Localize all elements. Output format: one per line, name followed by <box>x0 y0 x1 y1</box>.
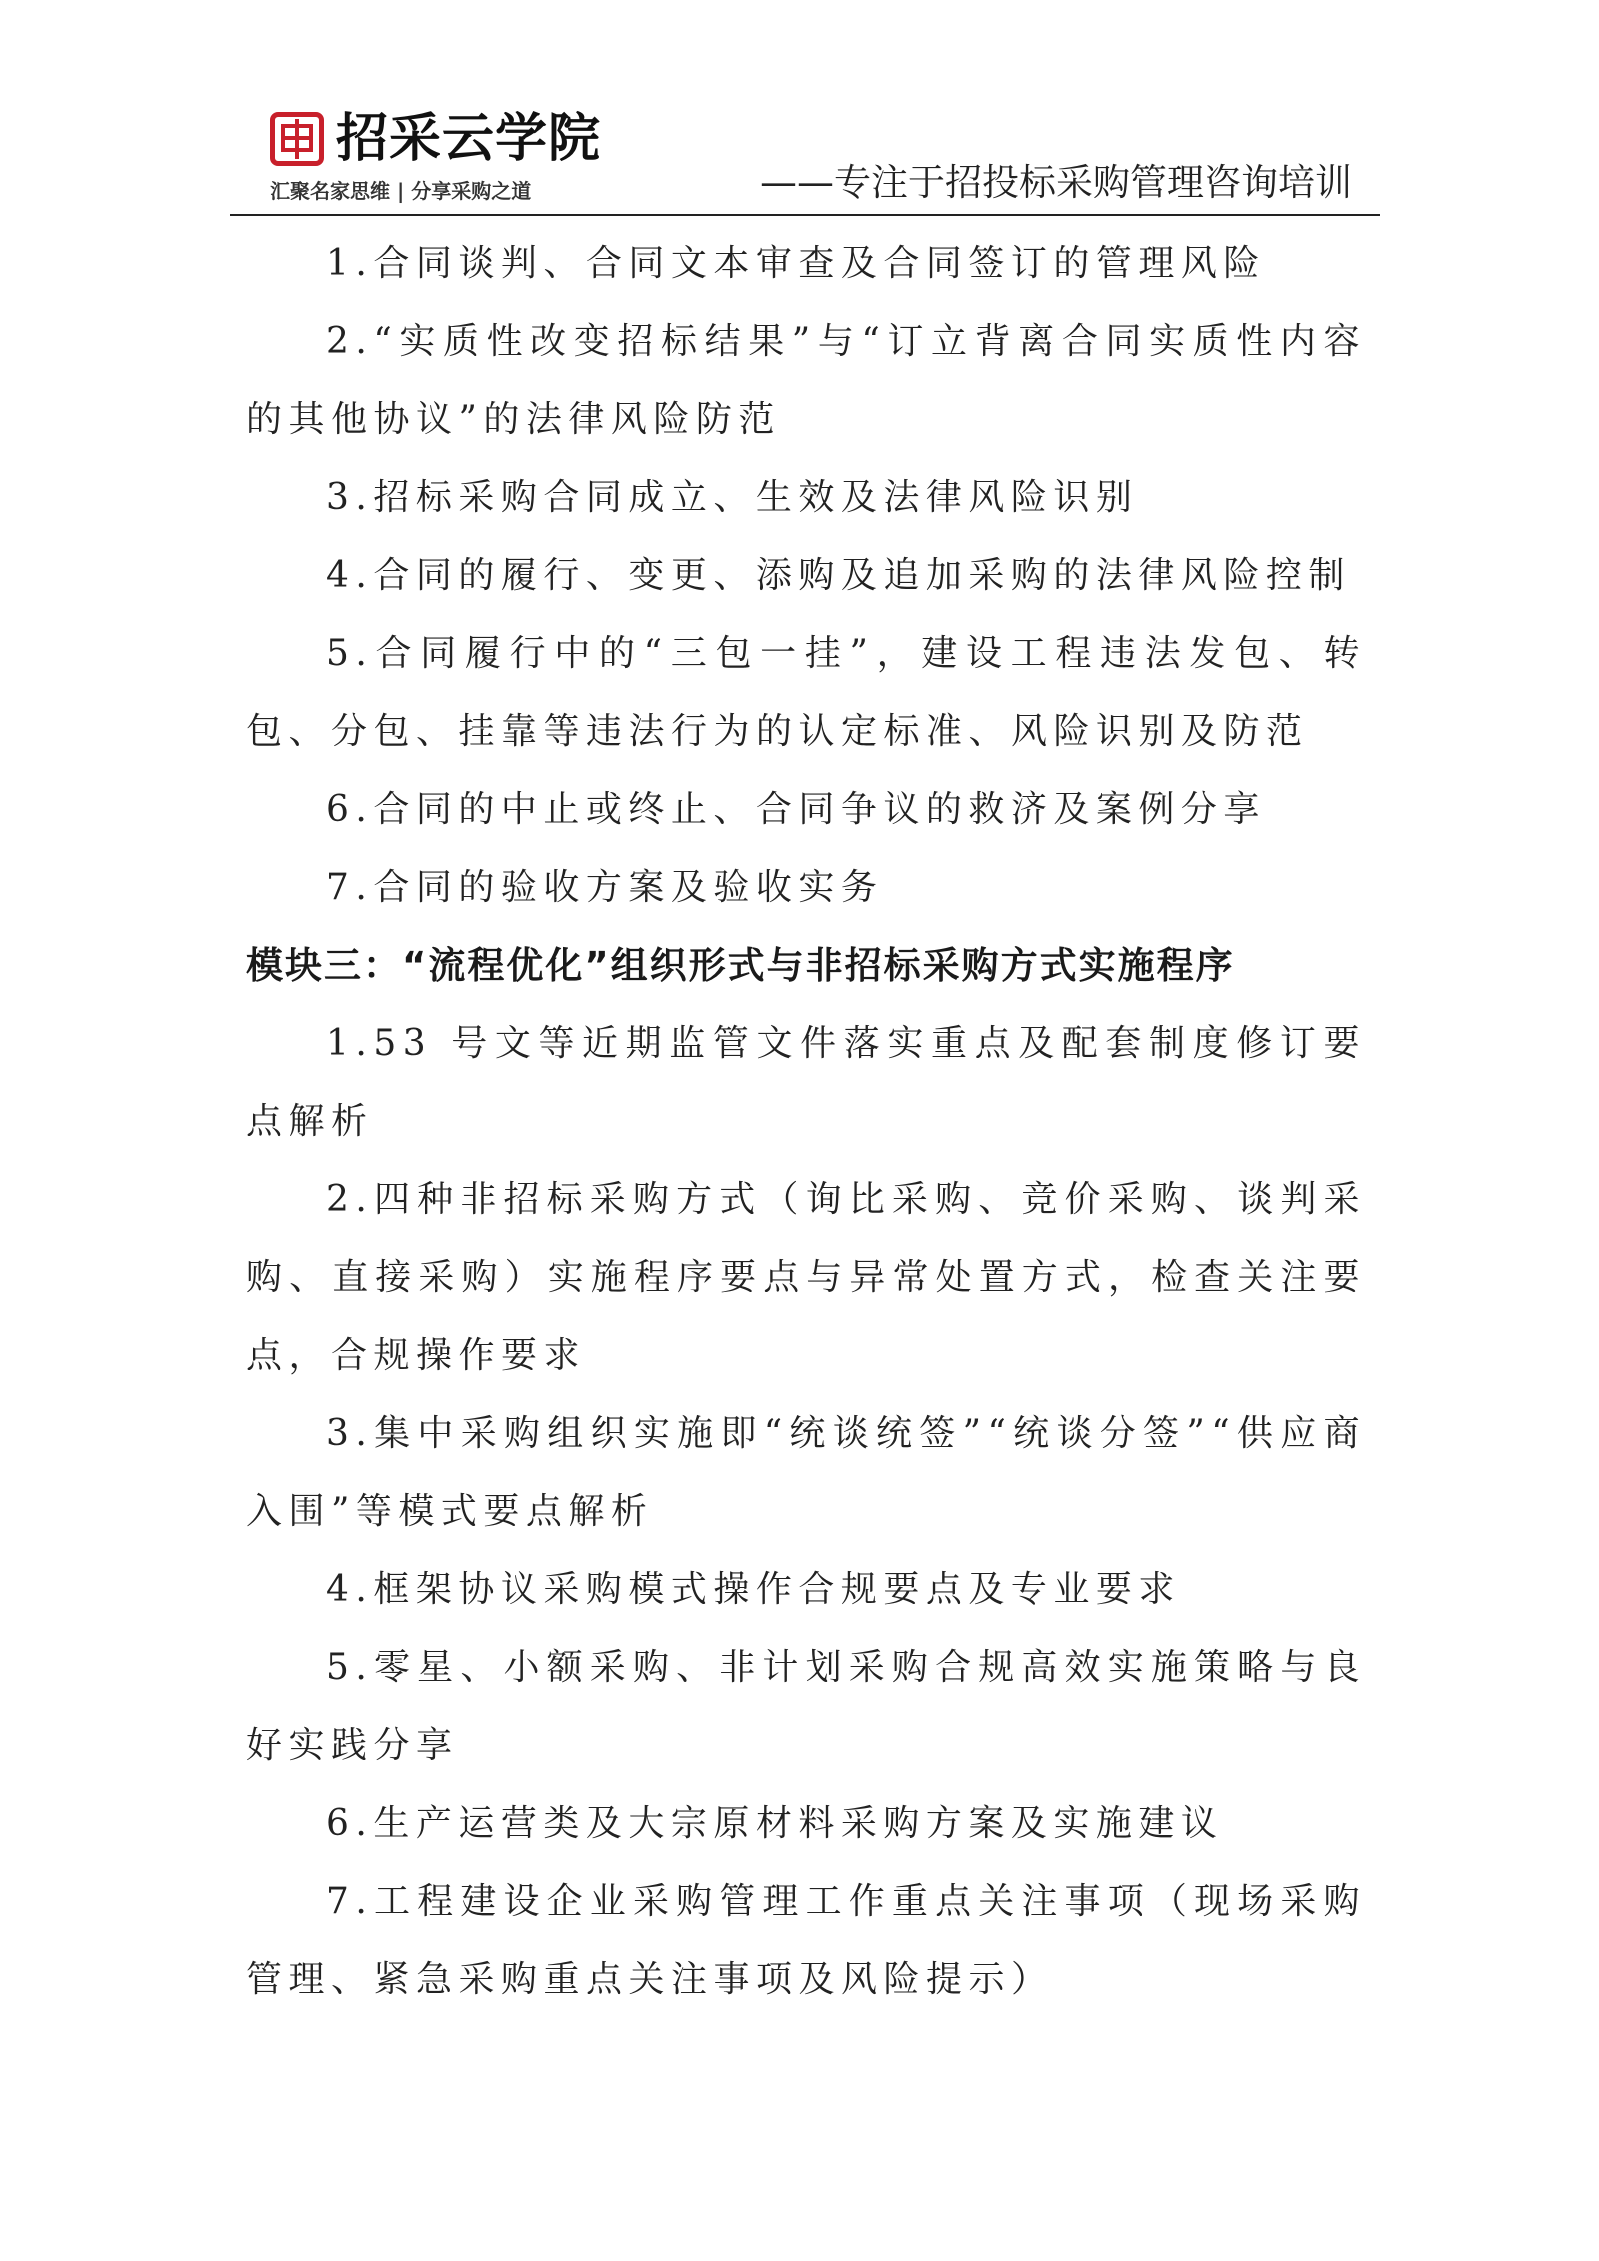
seal-logo-icon <box>270 112 324 166</box>
list-item: 7.合同的验收方案及验收实务 <box>326 867 884 908</box>
list-item: 5.零星、小额采购、非计划采购合规高效实施策略与良好实践分享 <box>246 1647 1366 1766</box>
logo-name: 招采云学院 <box>336 109 602 169</box>
list-item: 3.集中采购组织实施即“统谈统签”“统谈分签”“供应商入围”等模式要点解析 <box>246 1413 1366 1532</box>
list-item: 4.合同的履行、变更、添购及追加采购的法律风险控制 <box>326 555 1351 596</box>
list-item: 6.合同的中止或终止、合同争议的救济及案例分享 <box>326 789 1266 830</box>
document-body <box>246 225 1366 2019</box>
page-header <box>230 108 1380 214</box>
module-heading: 模块三：“流程优化”组织形式与非招标采购方式实施程序 <box>246 944 1235 987</box>
logo-slogan: 汇聚名家思维 | 分享采购之道 <box>270 179 532 203</box>
list-item: 1.合同谈判、合同文本审查及合同签订的管理风险 <box>326 243 1266 284</box>
list-item: 2.“实质性改变招标结果”与“订立背离合同实质性内容的其他协议”的法律风险防范 <box>246 321 1366 440</box>
list-item: 5.合同履行中的“三包一挂”，建设工程违法发包、转包、分包、挂靠等违法行为的认定标准、风险识别及防范 <box>246 633 1366 752</box>
list-item: 6.生产运营类及大宗原材料采购方案及实施建议 <box>326 1803 1224 1844</box>
list-item: 4.框架协议采购模式操作合规要点及专业要求 <box>326 1569 1181 1610</box>
list-item: 7.工程建设企业采购管理工作重点关注事项（现场采购管理、紧急采购重点关注事项及风险提示） <box>246 1881 1366 2000</box>
list-item: 1.53 号文等近期监管文件落实重点及配套制度修订要点解析 <box>246 1023 1366 1142</box>
header-tagline: ——专注于招投标采购管理咨询培训 <box>760 161 1352 204</box>
list-item: 2.四种非招标采购方式（询比采购、竞价采购、谈判采购、直接采购）实施程序要点与异常处置方式，检查关注要点，合规操作要求 <box>246 1179 1366 1376</box>
list-item: 3.招标采购合同成立、生效及法律风险识别 <box>326 477 1139 518</box>
header-divider <box>230 214 1380 216</box>
